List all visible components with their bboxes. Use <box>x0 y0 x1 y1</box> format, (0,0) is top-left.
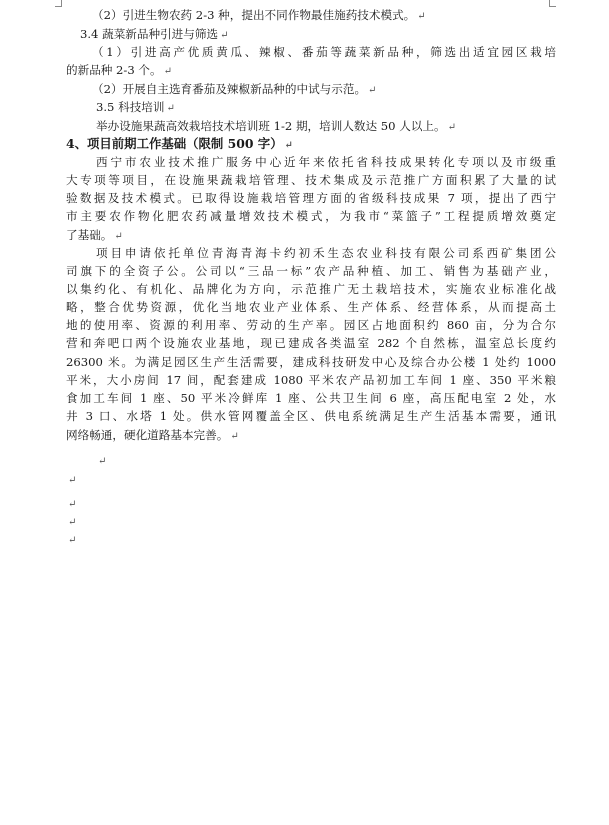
text-line: 验数据及技术模式。已取得设施栽培管理方面的省级科技成果 7 项，提出了西宁 <box>66 191 556 205</box>
crop-mark-top-left <box>55 0 62 7</box>
text-line: 网络畅通，硬化道路基本完善。 ↵ <box>66 428 239 442</box>
text-line: 举办设施果蔬高效栽培技术培训班 1-2 期，培训人数达 50 人以上。 ↵ <box>96 119 456 133</box>
text-line: 营和奔吧口两个设施农业基地，现已建成各类温室 282 个自然栋，温室总长度约 <box>66 336 556 350</box>
section-subheading: 3.4 蔬菜新品种引进与筛选 ↵ <box>80 27 229 41</box>
text-line: 项目申请依托单位青海青海卡约初禾生态农业科技有限公司系西矿集团公 <box>96 246 556 260</box>
empty-paragraph: ↵ <box>68 535 77 546</box>
text-line: 的新品种 2-3 个。 ↵ <box>66 63 172 77</box>
text-line: （2）开展自主选育番茄及辣椒新品种的中试与示范。 ↵ <box>92 82 377 96</box>
text-line: （1）引进高产优质黄瓜、辣椒、番茄等蔬菜新品种，筛选出适宜园区栽培 <box>92 45 556 59</box>
text-line: 市主要农作物化肥农药减量增效技术模式，为我市“菜篮子”工程提质增效奠定 <box>66 209 556 223</box>
section-heading: 4、项目前期工作基础（限制 500 字） ↵ <box>66 136 293 151</box>
section-subheading: 3.5 科技培训 ↵ <box>96 100 175 114</box>
empty-paragraph: ↵ <box>68 499 77 510</box>
text-line: （2）引进生物农药 2-3 种，提出不同作物最佳施药技术模式。 ↵ <box>92 8 426 22</box>
text-line: 略，整合优势资源，优化当地农业产业体系、生产体系、经营体系，从而提高土 <box>66 300 556 314</box>
empty-paragraph: ↵ <box>68 475 77 486</box>
text-line: 井 3 口、水塔 1 处。供水管网覆盖全区、供电系统满足生产生活基本需要，通讯 <box>66 409 556 423</box>
text-line: 了基础。 ↵ <box>66 228 123 242</box>
text-line: 食加工车间 1 座、50 平米冷鲜库 1 座、公共卫生间 6 座，高压配电室 2 处，水 <box>66 391 556 405</box>
text-line: 26300 米。为满足园区生产生活需要，建成科技研发中心及综合办公楼 1 处约 1000 <box>66 355 556 369</box>
text-line: 以集约化、有机化、品牌化为方向，示范推广无土栽培技术，实施农业标准化战 <box>66 282 556 296</box>
text-line: 西宁市农业技术推广服务中心近年来依托省科技成果转化专项以及市级重 <box>96 155 556 169</box>
text-line: 地的使用率、资源的利用率、劳动的生产率。园区占地面积约 860 亩，分为合尔 <box>66 318 556 332</box>
text-line: 司旗下的全资子公。公司以“三品一标”农产品种植、加工、销售为基础产业， <box>66 264 556 278</box>
empty-paragraph: ↵ <box>68 517 77 528</box>
text-line: 平米，大小房间 17 间，配套建成 1080 平米农产品初加工车间 1 座、350 平米粮 <box>66 373 556 387</box>
empty-paragraph: ↵ <box>98 456 107 467</box>
text-line: 大专项等项目，在设施果蔬栽培管理、技术集成及示范推广方面积累了大量的试 <box>66 173 556 187</box>
crop-mark-top-right <box>549 0 556 7</box>
